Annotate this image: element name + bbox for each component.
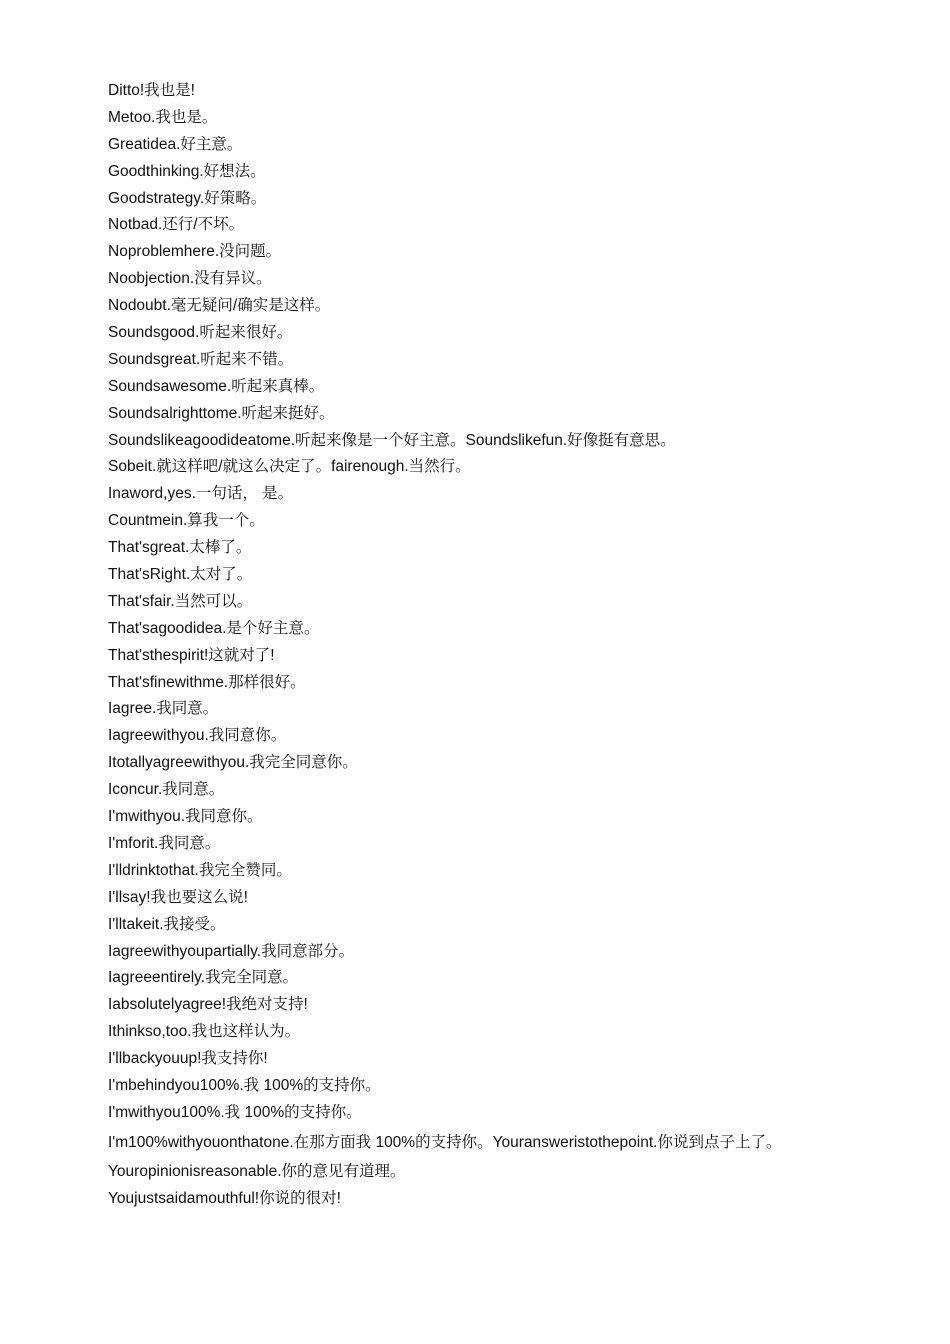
- text-line: I'llsay!我也要这么说!: [108, 888, 248, 906]
- text-line: That'sfair.当然可以。: [108, 592, 253, 610]
- text-line: That'sagoodidea.是个好主意。: [108, 619, 320, 637]
- text-line: Soundsawesome.听起来真棒。: [108, 377, 325, 395]
- text-line: That'sRight.太对了。: [108, 566, 253, 584]
- text-line: Metoo.我也是。: [108, 108, 218, 126]
- text-line: Notbad.还行/不坏。: [108, 216, 245, 234]
- text-line: Noproblemhere.没问题。: [108, 243, 282, 261]
- text-line: Youjustsaidamouthful!你说的很对!: [108, 1189, 341, 1207]
- text-line: Ditto!我也是!: [108, 82, 195, 99]
- text-line: I'mforit.我同意。: [108, 834, 221, 852]
- text-line: Goodstrategy.好策略。: [108, 189, 267, 207]
- text-line: That'sfinewithme.那样很好。: [108, 673, 306, 691]
- text-line: Soundsgreat.听起来不错。: [108, 350, 294, 368]
- text-line: Inaword,yes.一句话， 是。: [108, 485, 294, 503]
- text-line: Ithinkso,too.我也这样认为。: [108, 1023, 301, 1041]
- text-line: Iconcur.我同意。: [108, 781, 225, 799]
- text-line: Greatidea.好主意。: [108, 135, 243, 153]
- text-line: I'lltakeit.我接受。: [108, 915, 226, 933]
- document-body: [108, 80, 818, 1214]
- text-line: Itotallyagreewithyou.我完全同意你。: [108, 754, 358, 772]
- text-line: Soundsalrighttome.听起来挺好。: [108, 404, 335, 422]
- text-line: Iagree.我同意。: [108, 700, 219, 718]
- text-line: I'mwithyou100%.我 100%的支持你。: [108, 1103, 362, 1121]
- text-line: That'sgreat.太棒了。: [108, 539, 252, 557]
- text-line: That'sthespirit!这就对了!: [108, 646, 275, 664]
- text-line: Iagreewithyou.我同意你。: [108, 727, 287, 745]
- text-line: I'mbehindyou100%.我 100%的支持你。: [108, 1076, 381, 1094]
- text-line: Noobjection.没有异议。: [108, 270, 272, 288]
- text-line: Goodthinking.好想法。: [108, 162, 266, 180]
- text-line: Youropinionisreasonable.你的意见有道理。: [108, 1162, 406, 1180]
- text-line: I'llbackyouup!我支持你!: [108, 1050, 268, 1068]
- text-line: Countmein.算我一个。: [108, 512, 265, 530]
- text-line: I'm100%withyouonthatone.在那方面我 100%的支持你。Youransweristothepoint.你说到点子上了。: [108, 1133, 782, 1151]
- text-line: Iagreewithyoupartially.我同意部分。: [108, 942, 355, 960]
- text-line: Sobeit.就这样吧/就这么决定了。fairenough.当然行。: [108, 458, 471, 476]
- text-line: Soundsgood.听起来很好。: [108, 324, 293, 342]
- text-line: I'mwithyou.我同意你。: [108, 808, 263, 826]
- text-line: I'lldrinktothat.我完全赞同。: [108, 861, 292, 879]
- text-line: Nodoubt.毫无疑问/确实是这样。: [108, 297, 331, 315]
- text-line: Soundslikeagoodideatome.听起来像是一个好主意。Soundslikefun.好像挺有意思。: [108, 431, 676, 449]
- text-line: Iabsolutelyagree!我绝对支持!: [108, 996, 308, 1014]
- text-line: Iagreeentirely.我完全同意。: [108, 969, 299, 987]
